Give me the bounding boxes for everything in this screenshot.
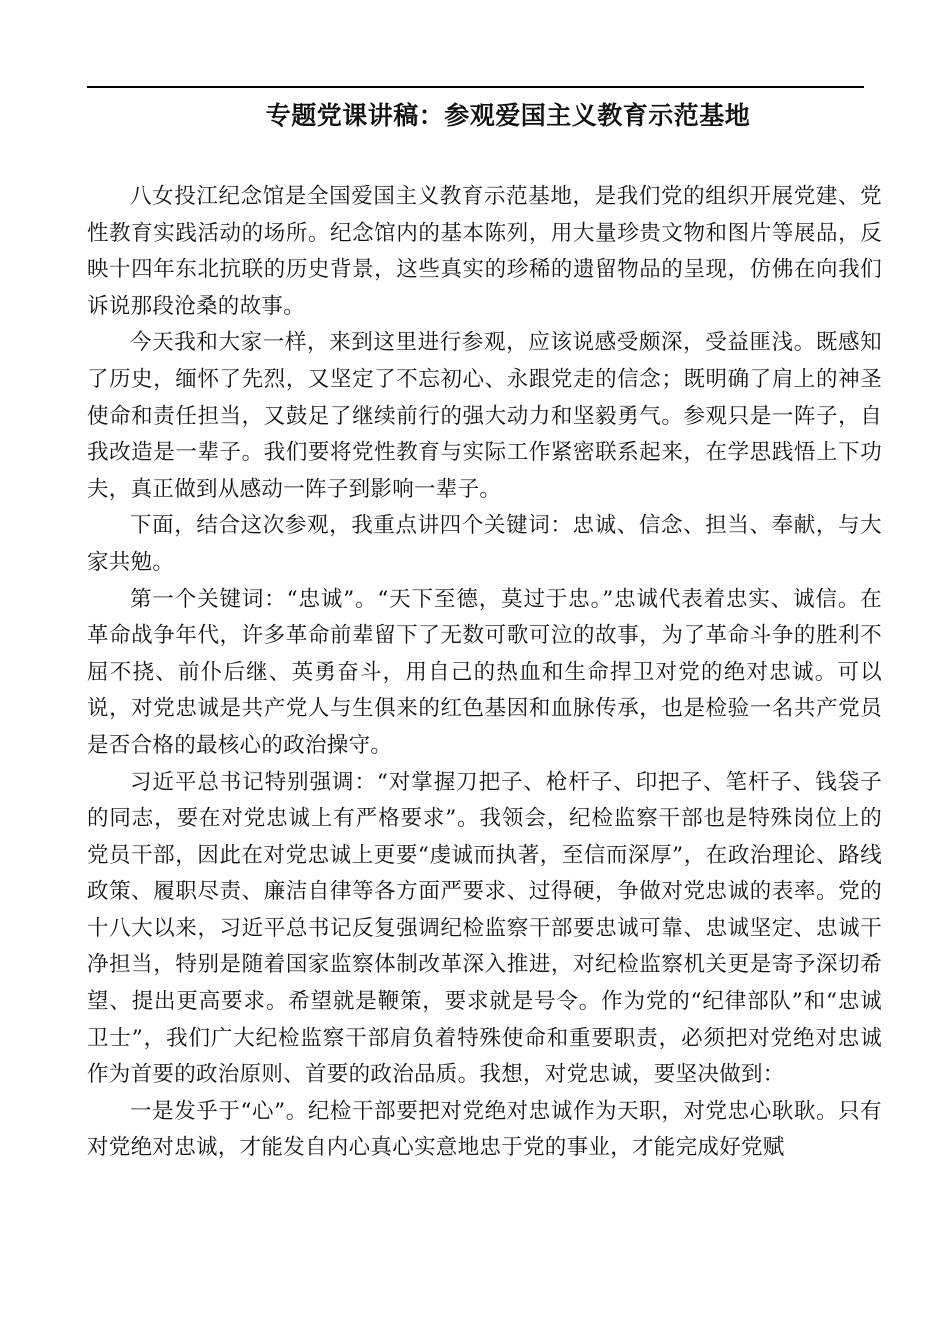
- document-body: [87, 179, 882, 1167]
- document-title: 专题党课讲稿：参观爱国主义教育示范基地: [265, 101, 751, 130]
- paragraph-5: 习近平总书记特别强调：“对掌握刀把子、枪杆子、印把子、笔杆子、钱袋子的同志，要在对党忠诚上有严格要求”。我领会，纪检监察干部也是特殊岗位上的党员干部，因此在对党忠诚上更要“虔诚而执著，至信而深厚”，在政治理论、路线政策、履职尽责、廉洁自律等各方面严要求、过得硬，争做对党忠诚的表率。党的十八大以来，习近平总书记反复强调纪检监察干部要忠诚可靠、忠诚坚定、忠诚干净担当，特别是随着国家监察体制改革深入推进，对纪检监察机关更是寄予深切希望、提出更高要求。希望就是鞭策，要求就是号令。作为党的“纪律部队”和“忠诚卫士”，我们广大纪检监察干部肩负着特殊使命和重要职责，必须把对党绝对忠诚作为首要的政治原则、首要的政治品质。我想，对党忠诚，要坚决做到：: [87, 769, 882, 1088]
- paragraph-2: 今天我和大家一样，来到这里进行参观，应该说感受颇深，受益匪浅。既感知了历史，缅怀了先烈，又坚定了不忘初心、永跟党走的信念；既明确了肩上的神圣使命和责任担当，又鼓足了继续前行的强大动力和坚毅勇气。参观只是一阵子，自我改造是一辈子。我们要将党性教育与实际工作紧密联系起来，在学思践悟上下功夫，真正做到从感动一阵子到影响一辈子。: [87, 330, 882, 502]
- paragraph-6: 一是发乎于“心”。纪检干部要把对党绝对忠诚作为天职，对党忠心耿耿。只有对党绝对忠诚，才能发自内心真心实意地忠于党的事业，才能完成好党赋: [87, 1098, 882, 1161]
- paragraph-4: 第一个关键词：“忠诚”。“天下至德，莫过于忠。”忠诚代表着忠实、诚信。在革命战争年代，许多革命前辈留下了无数可歌可泣的故事，为了革命斗争的胜利不屈不挠、前仆后继、英勇奋斗，用自己的热血和生命捍卫对党的绝对忠诚。可以说，对党忠诚是共产党人与生俱来的红色基因和血脉传承，也是检验一名共产党员是否合格的最核心的政治操守。: [87, 586, 882, 758]
- paragraph-1: 八女投江纪念馆是全国爱国主义教育示范基地，是我们党的组织开展党建、党性教育实践活动的场所。纪念馆内的基本陈列，用大量珍贵文物和图片等展品，反映十四年东北抗联的历史背景，这些真实的珍稀的遗留物品的呈现，仿佛在向我们诉说那段沧桑的故事。: [87, 184, 882, 319]
- header-rule: [87, 86, 864, 88]
- paragraph-3: 下面，结合这次参观，我重点讲四个关键词：忠诚、信念、担当、奉献，与大家共勉。: [87, 513, 882, 575]
